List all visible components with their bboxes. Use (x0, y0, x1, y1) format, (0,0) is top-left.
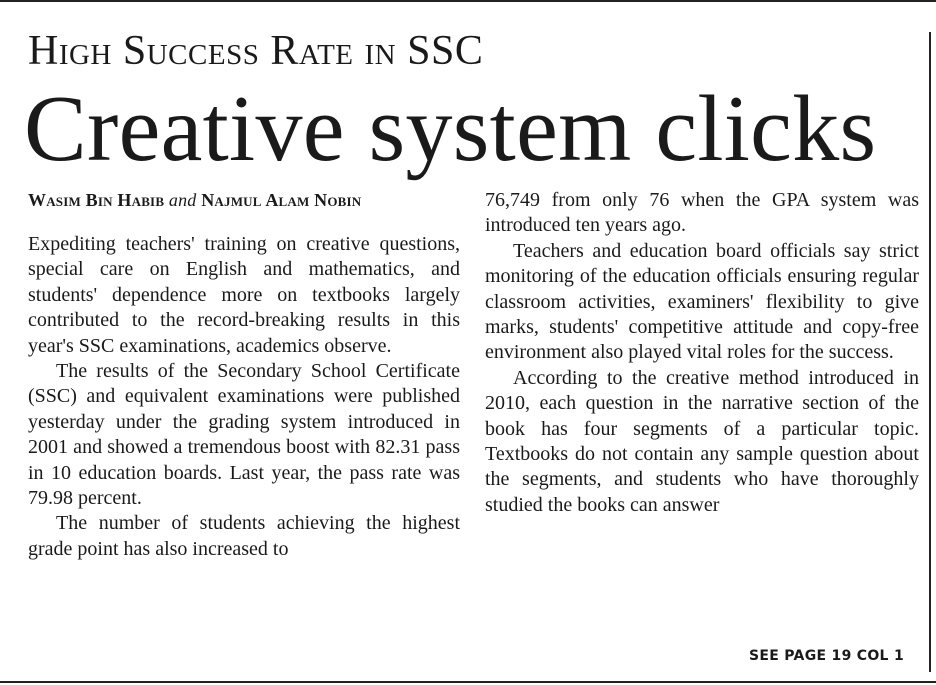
left-paragraph-2: The results of the Secondary School Certificate (SSC) and equivalent examinations were published yesterday under the grading system introduced in 2001 and showed a tremendous boost with 82.31 pass in 10 education boards. Last year, the pass rate was 79.98 percent. (28, 360, 460, 510)
left-paragraph-3: The number of students achieving the highest grade point has also increased to (28, 512, 460, 560)
right-paragraph-3: According to the creative method introduced in 2010, each question in the narrative section of the book has four segments of a particular topic. Textbooks do not contain any sample question about the segments, and students who have thoroughly studied the books can answer (485, 366, 919, 516)
byline-author-1: Wasim Bin Habib (28, 190, 165, 210)
left-column (28, 232, 460, 562)
byline-author-2: Najmul Alam Nobin (201, 190, 362, 210)
right-paragraph-2: Teachers and education board officials say strict monitoring of the education officials ensuring regular classroom activities, examiners' flexibility to give marks, students' competitive attitude and copy-free environment also played vital roles for the success. (485, 239, 919, 364)
right-rule (929, 32, 931, 672)
right-column (485, 188, 919, 518)
kicker: High Success Rate in SSC (28, 28, 484, 74)
bottom-rule (0, 681, 936, 683)
right-paragraph-1: 76,749 from only 76 when the GPA system was introduced ten years ago. (485, 189, 919, 237)
top-rule (0, 0, 936, 2)
left-paragraph-1: Expediting teachers' training on creative questions, special care on English and mathematics, and students' dependence more on textbooks largely contributed to the record-breaking results in this year's SSC examinations, academics observe. (28, 233, 460, 357)
headline: Creative system clicks (24, 77, 877, 181)
byline (28, 190, 361, 211)
byline-and: and (168, 190, 197, 210)
jump-line: SEE PAGE 19 COL 1 (749, 648, 904, 664)
